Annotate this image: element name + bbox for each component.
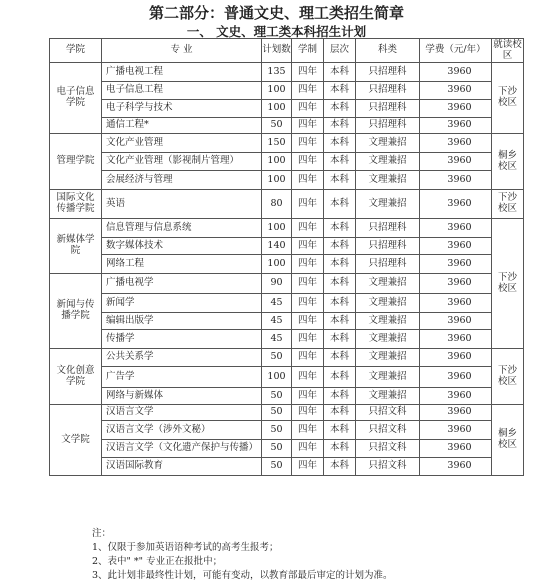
plan-count-cell: 100 bbox=[262, 255, 292, 274]
tuition-cell: 3960 bbox=[420, 255, 492, 274]
header-category: 科类 bbox=[356, 39, 420, 63]
major-cell: 网络与新媒体 bbox=[102, 388, 262, 405]
category-cell: 只招文科 bbox=[356, 458, 420, 476]
level-cell: 本科 bbox=[324, 274, 356, 294]
category-cell: 文理兼招 bbox=[356, 190, 420, 219]
category-cell: 只招理科 bbox=[356, 255, 420, 274]
major-cell: 会展经济与管理 bbox=[102, 171, 262, 190]
tuition-cell: 3960 bbox=[420, 219, 492, 238]
header-years: 学制 bbox=[292, 39, 324, 63]
note-item-1: 1、仅限于参加英语语种考试的高考生报考； bbox=[92, 542, 279, 553]
college-cell: 管理学院 bbox=[50, 134, 102, 190]
level-cell: 本科 bbox=[324, 219, 356, 238]
plan-count-cell: 45 bbox=[262, 294, 292, 313]
tuition-cell: 3960 bbox=[420, 388, 492, 405]
page-title: 第二部分：普通文史、理工类招生简章 bbox=[148, 4, 404, 22]
college-cell: 文学院 bbox=[50, 405, 102, 476]
plan-count-cell: 100 bbox=[262, 82, 292, 100]
category-cell: 文理兼招 bbox=[356, 388, 420, 405]
tuition-cell: 3960 bbox=[420, 367, 492, 388]
plan-count-cell: 50 bbox=[262, 458, 292, 476]
plan-count-cell: 100 bbox=[262, 100, 292, 118]
duration-cell: 四年 bbox=[292, 458, 324, 476]
table-row bbox=[50, 134, 524, 153]
college-cell: 国际文化传播学院 bbox=[50, 190, 102, 219]
major-cell: 电子信息工程 bbox=[102, 82, 262, 100]
duration-cell: 四年 bbox=[292, 313, 324, 330]
tuition-cell: 3960 bbox=[420, 330, 492, 349]
category-cell: 只招理科 bbox=[356, 63, 420, 82]
duration-cell: 四年 bbox=[292, 294, 324, 313]
major-cell: 数字媒体技术 bbox=[102, 238, 262, 255]
level-cell: 本科 bbox=[324, 63, 356, 82]
level-cell: 本科 bbox=[324, 118, 356, 134]
major-cell: 公共关系学 bbox=[102, 349, 262, 367]
major-cell: 汉语言文学（涉外文秘） bbox=[102, 421, 262, 440]
major-cell: 汉语言文学（文化遗产保护与传播） bbox=[102, 440, 262, 458]
category-cell: 文理兼招 bbox=[356, 134, 420, 153]
plan-count-cell: 50 bbox=[262, 388, 292, 405]
plan-count-cell: 50 bbox=[262, 440, 292, 458]
tuition-cell: 3960 bbox=[420, 274, 492, 294]
category-cell: 只招理科 bbox=[356, 238, 420, 255]
table-row bbox=[50, 219, 524, 238]
tuition-cell: 3960 bbox=[420, 421, 492, 440]
college-cell: 文化创意学院 bbox=[50, 349, 102, 405]
category-cell: 文理兼招 bbox=[356, 153, 420, 171]
tuition-cell: 3960 bbox=[420, 118, 492, 134]
plan-count-cell: 100 bbox=[262, 367, 292, 388]
category-cell: 只招理科 bbox=[356, 82, 420, 100]
duration-cell: 四年 bbox=[292, 405, 324, 421]
major-cell: 汉语言文学 bbox=[102, 405, 262, 421]
table-row bbox=[50, 82, 524, 100]
plan-count-cell: 150 bbox=[262, 134, 292, 153]
major-cell: 信息管理与信息系统 bbox=[102, 219, 262, 238]
category-cell: 只招理科 bbox=[356, 219, 420, 238]
category-cell: 文理兼招 bbox=[356, 274, 420, 294]
tuition-cell: 3960 bbox=[420, 190, 492, 219]
level-cell: 本科 bbox=[324, 458, 356, 476]
plan-count-cell: 45 bbox=[262, 330, 292, 349]
category-cell: 文理兼招 bbox=[356, 294, 420, 313]
duration-cell: 四年 bbox=[292, 100, 324, 118]
level-cell: 本科 bbox=[324, 171, 356, 190]
plan-count-cell: 135 bbox=[262, 63, 292, 82]
table-row bbox=[50, 118, 524, 134]
table-row bbox=[50, 238, 524, 255]
tuition-cell: 3960 bbox=[420, 313, 492, 330]
table-row bbox=[50, 313, 524, 330]
level-cell: 本科 bbox=[324, 82, 356, 100]
plan-count-cell: 100 bbox=[262, 171, 292, 190]
tuition-cell: 3960 bbox=[420, 171, 492, 190]
table-row bbox=[50, 190, 524, 219]
level-cell: 本科 bbox=[324, 349, 356, 367]
duration-cell: 四年 bbox=[292, 255, 324, 274]
major-cell: 文化产业管理 bbox=[102, 134, 262, 153]
table-row bbox=[50, 367, 524, 388]
duration-cell: 四年 bbox=[292, 118, 324, 134]
major-cell: 广播电视工程 bbox=[102, 63, 262, 82]
plan-count-cell: 45 bbox=[262, 313, 292, 330]
plan-count-cell: 50 bbox=[262, 405, 292, 421]
major-cell: 编辑出版学 bbox=[102, 313, 262, 330]
category-cell: 文理兼招 bbox=[356, 367, 420, 388]
table-row bbox=[50, 440, 524, 458]
tuition-cell: 3960 bbox=[420, 238, 492, 255]
campus-cell: 下沙校区 bbox=[492, 63, 524, 134]
table-body bbox=[50, 63, 524, 476]
duration-cell: 四年 bbox=[292, 63, 324, 82]
note-item-3: 3、此计划非最终性计划，可能有变动，以教育部最后审定的计划为准。 bbox=[92, 570, 393, 581]
category-cell: 文理兼招 bbox=[356, 349, 420, 367]
category-cell: 文理兼招 bbox=[356, 330, 420, 349]
header-major: 专 业 bbox=[102, 39, 262, 63]
level-cell: 本科 bbox=[324, 255, 356, 274]
level-cell: 本科 bbox=[324, 134, 356, 153]
duration-cell: 四年 bbox=[292, 153, 324, 171]
category-cell: 只招理科 bbox=[356, 118, 420, 134]
section-subtitle: 一、 文史、理工类本科招生计划 bbox=[186, 24, 367, 39]
duration-cell: 四年 bbox=[292, 367, 324, 388]
duration-cell: 四年 bbox=[292, 421, 324, 440]
category-cell: 只招理科 bbox=[356, 100, 420, 118]
table-row bbox=[50, 458, 524, 476]
major-cell: 新闻学 bbox=[102, 294, 262, 313]
duration-cell: 四年 bbox=[292, 134, 324, 153]
major-cell: 汉语国际教育 bbox=[102, 458, 262, 476]
level-cell: 本科 bbox=[324, 190, 356, 219]
major-cell: 电子科学与技术 bbox=[102, 100, 262, 118]
table-row bbox=[50, 255, 524, 274]
plan-count-cell: 140 bbox=[262, 238, 292, 255]
plan-count-cell: 100 bbox=[262, 219, 292, 238]
tuition-cell: 3960 bbox=[420, 458, 492, 476]
plan-count-cell: 100 bbox=[262, 153, 292, 171]
table-row bbox=[50, 274, 524, 294]
table-row bbox=[50, 171, 524, 190]
category-cell: 文理兼招 bbox=[356, 171, 420, 190]
table-row bbox=[50, 388, 524, 405]
plan-count-cell: 80 bbox=[262, 190, 292, 219]
tuition-cell: 3960 bbox=[420, 153, 492, 171]
table-row bbox=[50, 63, 524, 82]
major-cell: 通信工程* bbox=[102, 118, 262, 134]
duration-cell: 四年 bbox=[292, 330, 324, 349]
notes-section bbox=[92, 527, 393, 583]
header-college: 学院 bbox=[50, 39, 102, 63]
major-cell: 英语 bbox=[102, 190, 262, 219]
table-row bbox=[50, 100, 524, 118]
notes-heading: 注： bbox=[92, 528, 112, 539]
duration-cell: 四年 bbox=[292, 219, 324, 238]
level-cell: 本科 bbox=[324, 330, 356, 349]
level-cell: 本科 bbox=[324, 153, 356, 171]
level-cell: 本科 bbox=[324, 405, 356, 421]
level-cell: 本科 bbox=[324, 313, 356, 330]
level-cell: 本科 bbox=[324, 440, 356, 458]
level-cell: 本科 bbox=[324, 100, 356, 118]
category-cell: 只招文科 bbox=[356, 405, 420, 421]
campus-cell: 桐乡校区 bbox=[492, 134, 524, 190]
campus-cell: 下沙校区 bbox=[492, 190, 524, 219]
enrollment-plan-table bbox=[49, 38, 524, 476]
campus-cell: 桐乡校区 bbox=[492, 405, 524, 476]
tuition-cell: 3960 bbox=[420, 405, 492, 421]
table-row bbox=[50, 330, 524, 349]
college-cell: 新媒体学院 bbox=[50, 219, 102, 274]
major-cell: 广告学 bbox=[102, 367, 262, 388]
tuition-cell: 3960 bbox=[420, 82, 492, 100]
tuition-cell: 3960 bbox=[420, 440, 492, 458]
level-cell: 本科 bbox=[324, 367, 356, 388]
tuition-cell: 3960 bbox=[420, 134, 492, 153]
tuition-cell: 3960 bbox=[420, 349, 492, 367]
table-header-row bbox=[50, 39, 524, 63]
header-level: 层次 bbox=[324, 39, 356, 63]
major-cell: 传播学 bbox=[102, 330, 262, 349]
table-row bbox=[50, 421, 524, 440]
duration-cell: 四年 bbox=[292, 82, 324, 100]
campus-cell: 下沙校区 bbox=[492, 219, 524, 349]
plan-count-cell: 50 bbox=[262, 349, 292, 367]
header-plan: 计划数 bbox=[262, 39, 292, 63]
duration-cell: 四年 bbox=[292, 440, 324, 458]
duration-cell: 四年 bbox=[292, 274, 324, 294]
major-cell: 广播电视学 bbox=[102, 274, 262, 294]
table-row bbox=[50, 294, 524, 313]
plan-count-cell: 50 bbox=[262, 421, 292, 440]
table-row bbox=[50, 405, 524, 421]
table-row bbox=[50, 349, 524, 367]
level-cell: 本科 bbox=[324, 421, 356, 440]
major-cell: 文化产业管理（影视制片管理） bbox=[102, 153, 262, 171]
plan-count-cell: 90 bbox=[262, 274, 292, 294]
duration-cell: 四年 bbox=[292, 349, 324, 367]
note-item-2: 2、表中" *" 专业正在报批中； bbox=[92, 556, 223, 567]
duration-cell: 四年 bbox=[292, 388, 324, 405]
category-cell: 只招文科 bbox=[356, 440, 420, 458]
college-cell: 电子信息学院 bbox=[50, 63, 102, 134]
tuition-cell: 3960 bbox=[420, 294, 492, 313]
tuition-cell: 3960 bbox=[420, 63, 492, 82]
tuition-cell: 3960 bbox=[420, 100, 492, 118]
college-cell: 新闻与传播学院 bbox=[50, 274, 102, 349]
duration-cell: 四年 bbox=[292, 190, 324, 219]
header-fee: 学费（元/年） bbox=[420, 39, 492, 63]
duration-cell: 四年 bbox=[292, 171, 324, 190]
level-cell: 本科 bbox=[324, 388, 356, 405]
major-cell: 网络工程 bbox=[102, 255, 262, 274]
category-cell: 只招文科 bbox=[356, 421, 420, 440]
table-row bbox=[50, 153, 524, 171]
category-cell: 文理兼招 bbox=[356, 313, 420, 330]
plan-count-cell: 50 bbox=[262, 118, 292, 134]
duration-cell: 四年 bbox=[292, 238, 324, 255]
header-campus: 就读校区 bbox=[493, 38, 522, 61]
level-cell: 本科 bbox=[324, 294, 356, 313]
campus-cell: 下沙校区 bbox=[492, 349, 524, 405]
level-cell: 本科 bbox=[324, 238, 356, 255]
